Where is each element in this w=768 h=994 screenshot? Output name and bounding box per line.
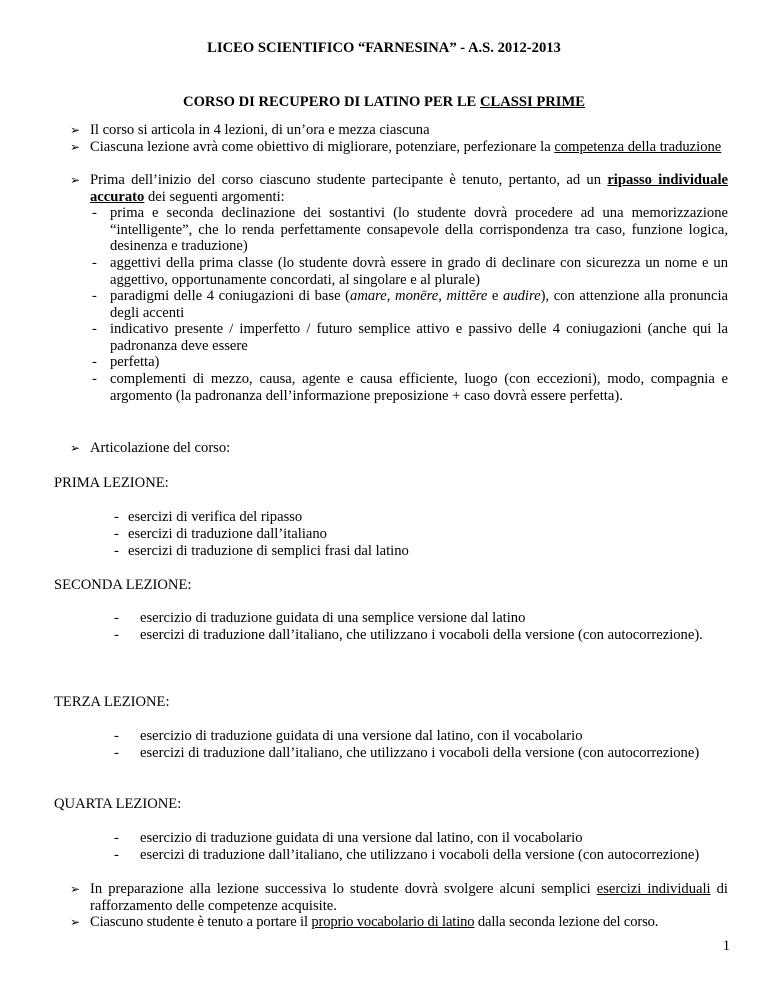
lesson-item-text: esercizi di verifica del ripasso: [128, 509, 303, 525]
topic-text: indicativo presente / imperfetto / futuro semplice attivo e passivo delle 4 coniugazioni (anche qui la padronanza deve essere: [110, 321, 728, 354]
lesson-heading: SECONDA LEZIONE:: [54, 577, 192, 593]
subtitle-text: CORSO DI RECUPERO DI LATINO PER LE: [183, 94, 480, 110]
dash-marker: -: [92, 288, 97, 304]
topic-text-part: paradigmi delle 4 coniugazioni di base (: [110, 288, 351, 304]
dash-marker: -: [114, 526, 119, 542]
lesson-item: [114, 627, 728, 644]
topic-text: [110, 288, 728, 321]
dash-marker: -: [92, 371, 97, 387]
dash-marker: -: [92, 205, 97, 221]
bullet-bold-underlined: ripasso individuale accurato: [90, 172, 728, 205]
lesson-item: [114, 526, 728, 543]
bullet-text-part: Ciascuna lezione avrà come obiettivo di migliorare, potenziare, perfezionare la: [90, 139, 555, 155]
lesson-item: [114, 610, 728, 627]
topic-item: [90, 354, 728, 371]
dash-marker: -: [114, 543, 119, 559]
lesson-item-text: esercizi di traduzione dall’italiano, che utilizzano i vocaboli della versione (con autocorrezione): [140, 847, 700, 863]
lesson-item: [114, 728, 728, 745]
lesson-item: [114, 847, 728, 864]
bullet-item: [70, 122, 728, 139]
bullet-text-part: dei seguenti argomenti:: [144, 188, 285, 205]
arrow-bullet-icon: ➢: [70, 123, 81, 137]
dash-marker: -: [92, 255, 97, 271]
bullet-underlined: proprio vocabolario di latino: [311, 914, 475, 930]
bullet-item: [70, 139, 728, 156]
topic-text-part: e: [487, 288, 504, 304]
bullet-item: [70, 172, 728, 205]
arrow-bullet-icon: ➢: [70, 882, 81, 896]
page-number: 1: [722, 938, 730, 954]
lesson-item-text: esercizi di traduzione dall’italiano, che utilizzano i vocaboli della versione (con autocorrezione): [140, 745, 700, 761]
lesson-heading: PRIMA LEZIONE:: [54, 475, 169, 491]
bullet-text-part: In preparazione alla lezione successiva lo studente dovrà svolgere alcuni semplici: [90, 881, 597, 897]
dash-marker: -: [92, 354, 97, 370]
topic-item: [90, 255, 728, 288]
arrow-bullet-icon: ➢: [70, 173, 81, 187]
arrow-bullet-icon: ➢: [70, 915, 81, 929]
lesson-heading: TERZA LEZIONE:: [54, 694, 170, 710]
bullet-item: [70, 914, 728, 931]
topic-item: [90, 321, 728, 354]
arrow-bullet-icon: ➢: [70, 441, 81, 455]
lesson-item-text: esercizio di traduzione guidata di una versione dal latino, con il vocabolario: [140, 728, 583, 744]
topic-italic: audire: [503, 288, 541, 304]
dash-marker: -: [114, 728, 119, 744]
dash-marker: -: [114, 847, 119, 863]
topic-item: [90, 205, 728, 255]
topic-text: perfetta): [110, 354, 160, 370]
lesson-item-text: esercizi di traduzione dall’italiano, che utilizzano i vocaboli della versione (con autocorrezione).: [140, 627, 703, 643]
topic-text: aggettivi della prima classe (lo studente dovrà essere in grado di declinare con sicurezza un nome e un aggettivo, opportunamente concordati, al singolare e al plurale): [110, 255, 728, 288]
bullet-text: [90, 881, 728, 914]
dash-marker: -: [114, 830, 119, 846]
bullet-item: [70, 881, 728, 914]
bullet-text: Articolazione del corso:: [90, 440, 231, 456]
page-title: LICEO SCIENTIFICO “FARNESINA” - A.S. 2012-2013: [207, 40, 561, 56]
bullet-text: [90, 139, 728, 156]
bullet-text-part: di rafforzamento delle competenze acquisite.: [90, 881, 728, 914]
lesson-item-text: esercizio di traduzione guidata di una versione dal latino, con il vocabolario: [140, 830, 583, 846]
lesson-item-text: esercizi di traduzione dall’italiano: [128, 526, 327, 542]
arrow-bullet-icon: ➢: [70, 140, 81, 154]
bullet-item: [70, 440, 728, 457]
lesson-item: [114, 543, 728, 560]
dash-marker: -: [92, 321, 97, 337]
lesson-heading: QUARTA LEZIONE:: [54, 796, 182, 812]
bullet-text-part: Ciascuno studente è tenuto a portare il: [90, 914, 312, 930]
dash-marker: -: [114, 745, 119, 761]
page-subtitle: [0, 94, 768, 111]
dash-marker: -: [114, 627, 119, 643]
topic-text-part: ), con attenzione alla pronuncia degli accenti: [110, 288, 728, 321]
topic-italic: amare, monēre, mittĕre: [350, 288, 488, 304]
topic-text: prima e seconda declinazione dei sostantivi (lo studente dovrà procedere ad una memorizzazione “intelligente”, che lo renda perfettamente consapevole della corrispondenza tra caso, funzione logica, desinenza e traduzione): [110, 205, 728, 254]
bullet-text: [90, 914, 728, 931]
bullet-text-part: dalla seconda lezione del corso.: [474, 914, 659, 930]
bullet-text: [90, 172, 728, 205]
lesson-item: [114, 509, 728, 526]
lesson-item: [114, 830, 728, 847]
bullet-text: Il corso si articola in 4 lezioni, di un’ora e mezza ciascuna: [90, 122, 430, 138]
dash-marker: -: [114, 610, 119, 626]
bullet-text-part: Prima dell’inizio del corso ciascuno studente partecipante è tenuto, pertanto, ad un: [90, 172, 608, 188]
lesson-item-text: esercizio di traduzione guidata di una semplice versione dal latino: [140, 610, 526, 626]
bullet-underlined: competenza della traduzione: [554, 139, 722, 155]
lesson-item-text: esercizi di traduzione di semplici frasi dal latino: [128, 543, 409, 559]
lesson-item: [114, 745, 728, 762]
topic-item: [90, 288, 728, 321]
topic-text: complementi di mezzo, causa, agente e causa efficiente, luogo (con eccezioni), modo, compagnia e argomento (la padronanza dell’informazione preposizione + caso dovrà essere perfetta).: [110, 371, 728, 404]
bullet-underlined: esercizi individuali: [596, 881, 711, 897]
topic-item: [90, 371, 728, 404]
subtitle-underlined: CLASSI PRIME: [479, 94, 585, 110]
dash-marker: -: [114, 509, 119, 525]
